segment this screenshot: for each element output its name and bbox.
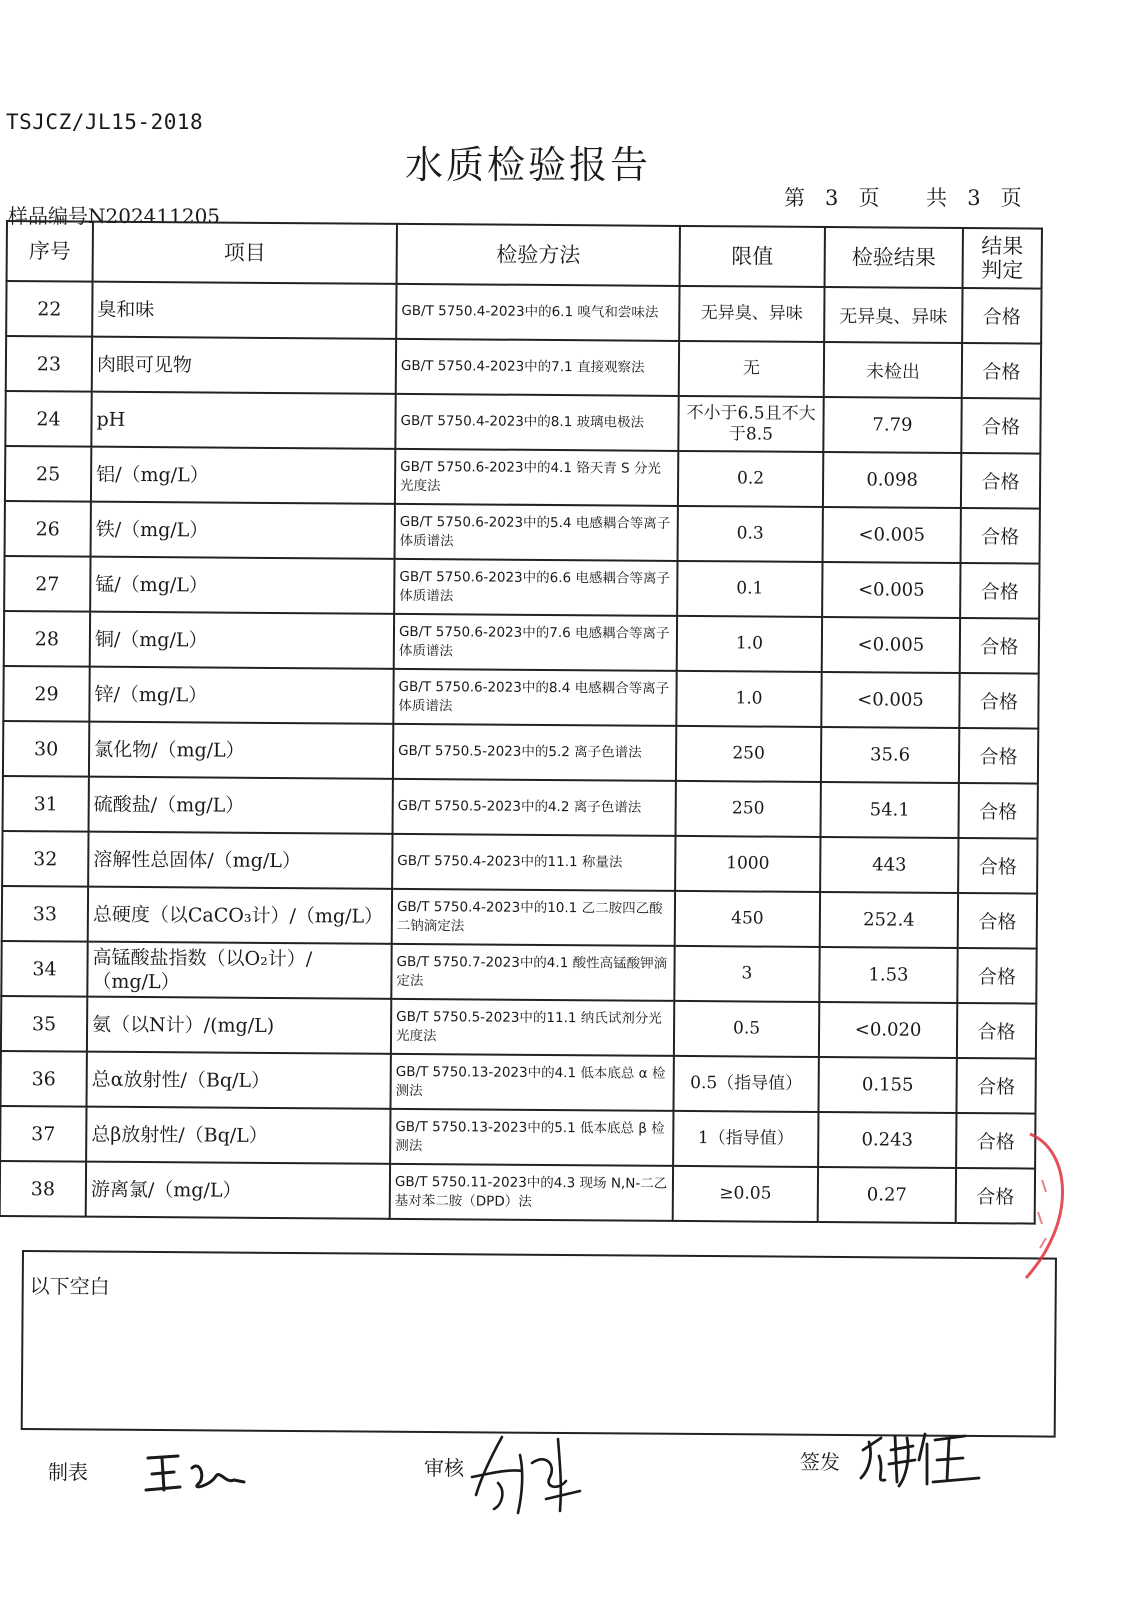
row-item: 游离氯/（mg/L）: [86, 1162, 390, 1219]
page-current: 3: [825, 186, 839, 210]
row-method: GB/T 5750.5-2023中的5.2 离子色谱法: [393, 724, 676, 781]
results-table: [0, 220, 1043, 1225]
row-no: 24: [5, 391, 91, 447]
table-row: [5, 446, 1040, 509]
row-no: 22: [6, 281, 92, 337]
row-limit: 不小于6.5且不大于8.5: [678, 396, 823, 452]
table-row: [4, 611, 1039, 674]
table-row: [4, 556, 1039, 619]
row-method: GB/T 5750.13-2023中的5.1 低本底总 β 检测法: [390, 1109, 673, 1166]
row-method: GB/T 5750.5-2023中的4.2 离子色谱法: [393, 779, 676, 836]
header-limit: 限值: [680, 226, 825, 287]
row-judge: 合格: [956, 1113, 1035, 1169]
table-row: [2, 886, 1037, 949]
table-row: [0, 1106, 1035, 1169]
issued-signature: [855, 1420, 985, 1495]
row-item: 总β放射性/（Bq/L）: [86, 1107, 390, 1164]
row-no: 36: [1, 1051, 87, 1107]
row-result: 443: [820, 837, 958, 893]
table-row: [3, 721, 1038, 784]
row-method: GB/T 5750.4-2023中的10.1 乙二胺四乙酸二钠滴定法: [392, 889, 675, 946]
row-result: <0.005: [822, 562, 960, 618]
header-judge-line2: 判定: [981, 258, 1024, 283]
page-label-prefix: 第: [784, 186, 805, 210]
official-seal-stamp: [990, 1120, 1110, 1290]
row-method: GB/T 5750.6-2023中的5.4 电感耦合等离子体质谱法: [395, 504, 678, 561]
table-row: [1, 1051, 1036, 1114]
table-row: [3, 666, 1038, 729]
row-no: 37: [0, 1106, 86, 1162]
row-result: <0.005: [822, 617, 960, 673]
row-limit: 无异臭、异味: [679, 286, 824, 342]
row-limit: 0.3: [678, 506, 823, 562]
row-limit: ≥0.05: [673, 1166, 818, 1222]
row-item: pH: [91, 392, 395, 449]
header-no: 序号: [7, 221, 93, 282]
header-judge-line1: 结果: [981, 234, 1024, 259]
row-result: 0.27: [818, 1167, 956, 1223]
row-limit: 3: [674, 946, 819, 1002]
row-no: 31: [3, 776, 89, 832]
row-judge: 合格: [960, 618, 1039, 674]
header-judge: [963, 228, 1042, 289]
row-judge: 合格: [962, 288, 1041, 344]
row-item: 溶解性总固体/（mg/L）: [88, 832, 392, 889]
row-no: 34: [1, 941, 87, 997]
sample-id: 样品编号N202411205: [8, 204, 221, 228]
row-limit: 1000: [675, 836, 820, 892]
table-row: [0, 1161, 1035, 1224]
row-item: 臭和味: [92, 282, 396, 339]
row-no: 32: [2, 831, 88, 887]
row-item: 高锰酸盐指数（以O₂计）/（mg/L）: [87, 942, 391, 999]
row-method: GB/T 5750.11-2023中的4.3 现场 N,N-二乙基对苯二胺（DPD）法: [390, 1164, 673, 1221]
row-judge: 合格: [956, 1168, 1035, 1224]
page-label-suffix: 页: [1000, 186, 1022, 210]
row-judge: 合格: [957, 948, 1036, 1004]
page-label-mid: 页: [858, 186, 880, 210]
row-judge: 合格: [961, 453, 1040, 509]
report-title: 水质检验报告: [405, 143, 652, 187]
row-item: 锰/（mg/L）: [90, 557, 394, 614]
reviewed-label: 审核: [424, 1456, 464, 1480]
row-method: GB/T 5750.6-2023中的4.1 铬天青 S 分光光度法: [395, 449, 678, 506]
table-row: [5, 391, 1040, 454]
row-judge: 合格: [961, 398, 1040, 454]
row-no: 23: [6, 336, 92, 392]
form-code: TSJCZ/JL15-2018: [6, 110, 204, 134]
table-header-row: [7, 221, 1042, 289]
row-result: 0.155: [818, 1057, 956, 1113]
issued-label: 签发: [800, 1450, 840, 1474]
row-item: 氨（以N计）/(mg/L): [87, 997, 391, 1054]
row-no: 27: [4, 556, 90, 612]
header-method: 检验方法: [397, 224, 680, 286]
row-no: 35: [1, 996, 87, 1052]
row-result: 54.1: [820, 782, 958, 838]
row-result: 0.098: [823, 452, 961, 508]
row-method: GB/T 5750.5-2023中的11.1 纳氏试剂分光光度法: [391, 999, 674, 1056]
row-judge: 合格: [957, 1003, 1036, 1059]
row-result: 未检出: [824, 342, 962, 398]
row-no: 28: [4, 611, 90, 667]
row-judge: 合格: [959, 673, 1038, 729]
page-total-prefix: 共: [926, 186, 948, 210]
row-method: GB/T 5750.4-2023中的7.1 直接观察法: [396, 339, 679, 396]
row-method: GB/T 5750.6-2023中的7.6 电感耦合等离子体质谱法: [394, 614, 677, 671]
row-judge: 合格: [956, 1058, 1035, 1114]
row-result: 252.4: [820, 892, 958, 948]
row-limit: 0.2: [678, 451, 823, 507]
row-item: 铝/（mg/L）: [91, 447, 395, 504]
row-no: 38: [0, 1161, 86, 1217]
row-result: 7.79: [823, 397, 961, 453]
page-indicator: [784, 182, 1022, 212]
row-method: GB/T 5750.13-2023中的4.1 低本底总 α 检测法: [390, 1054, 673, 1111]
row-item: 总α放射性/（Bq/L）: [87, 1052, 391, 1109]
row-result: 35.6: [821, 727, 959, 783]
row-limit: 无: [679, 341, 824, 397]
row-item: 铜/（mg/L）: [90, 612, 394, 669]
row-judge: 合格: [958, 783, 1037, 839]
reviewed-signature: [462, 1425, 592, 1520]
row-item: 氯化物/（mg/L）: [89, 722, 393, 779]
row-judge: 合格: [958, 838, 1037, 894]
row-result: <0.020: [819, 1002, 957, 1058]
row-judge: 合格: [960, 563, 1039, 619]
row-limit: 0.5（指导值）: [673, 1056, 818, 1112]
row-limit: 250: [676, 726, 821, 782]
row-no: 29: [3, 666, 89, 722]
row-judge: 合格: [959, 728, 1038, 784]
row-result: 0.243: [818, 1112, 956, 1168]
row-judge: 合格: [958, 893, 1037, 949]
row-item: 总硬度（以CaCO₃计）/（mg/L）: [88, 887, 392, 944]
row-result: 1.53: [819, 947, 957, 1003]
header-result: 检验结果: [825, 227, 963, 288]
row-judge: 合格: [961, 508, 1040, 564]
row-method: GB/T 5750.6-2023中的8.4 电感耦合等离子体质谱法: [393, 669, 676, 726]
page-total: 3: [967, 186, 981, 210]
row-item: 肉眼可见物: [92, 337, 396, 394]
prepared-signature: [140, 1440, 250, 1500]
row-limit: 0.1: [677, 561, 822, 617]
table-row: [6, 336, 1041, 399]
row-method: GB/T 5750.4-2023中的8.1 玻璃电极法: [395, 394, 678, 451]
row-limit: 0.5: [674, 1001, 819, 1057]
table-row: [1, 941, 1036, 1004]
prepared-label: 制表: [48, 1460, 88, 1484]
table-body: [0, 281, 1042, 1224]
row-limit: 450: [675, 891, 820, 947]
blank-note: 以下空白: [29, 1274, 110, 1299]
table-row: [6, 281, 1041, 344]
row-limit: 250: [676, 781, 821, 837]
row-method: GB/T 5750.4-2023中的6.1 嗅气和尝味法: [396, 284, 679, 341]
row-item: 硫酸盐/（mg/L）: [89, 777, 393, 834]
table-row: [1, 996, 1036, 1059]
table-row: [3, 776, 1038, 839]
row-limit: 1（指导值）: [673, 1111, 818, 1167]
row-method: GB/T 5750.7-2023中的4.1 酸性高锰酸钾滴定法: [391, 944, 674, 1001]
row-no: 33: [2, 886, 88, 942]
row-method: GB/T 5750.6-2023中的6.6 电感耦合等离子体质谱法: [394, 559, 677, 616]
row-result: 无异臭、异味: [824, 287, 962, 343]
blank-area: [21, 1250, 1057, 1438]
row-no: 26: [5, 501, 91, 557]
row-limit: 1.0: [677, 616, 822, 672]
row-item: 锌/（mg/L）: [89, 667, 393, 724]
row-item: 铁/（mg/L）: [91, 502, 395, 559]
header-item: 项目: [93, 222, 397, 284]
table-row: [5, 501, 1040, 564]
row-judge: 合格: [962, 343, 1041, 399]
row-method: GB/T 5750.4-2023中的11.1 称量法: [392, 834, 675, 891]
row-result: <0.005: [823, 507, 961, 563]
row-limit: 1.0: [676, 671, 821, 727]
row-no: 30: [3, 721, 89, 777]
row-result: <0.005: [821, 672, 959, 728]
row-no: 25: [5, 446, 91, 502]
table-row: [2, 831, 1037, 894]
